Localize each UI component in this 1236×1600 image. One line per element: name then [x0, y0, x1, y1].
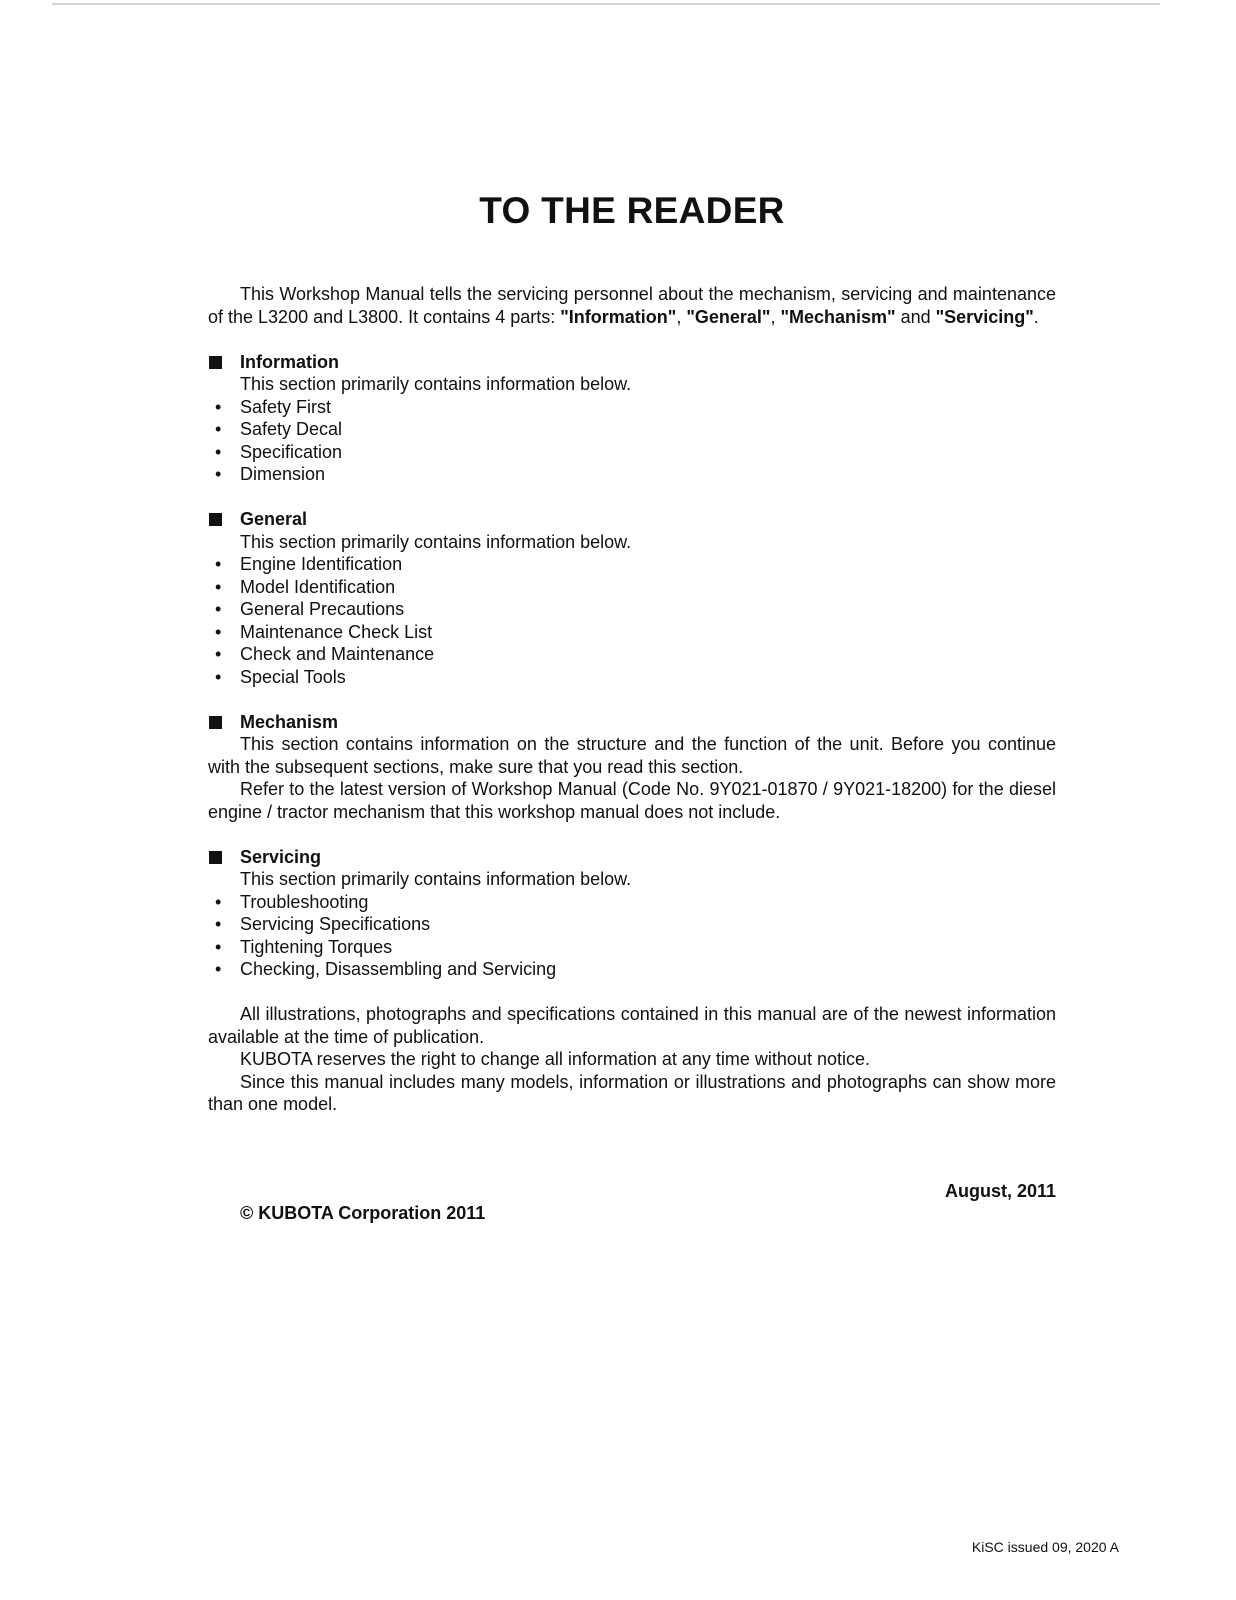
bullet-icon: •	[215, 644, 222, 664]
list-item-text: Model Identification	[240, 576, 396, 597]
list-item-text: Tightening Torques	[240, 936, 393, 957]
section-heading-text: Servicing	[240, 846, 322, 867]
bullet-icon: •	[215, 576, 222, 597]
list-item	[208, 418, 1056, 441]
section-intro: This section primarily contains information below.	[240, 869, 632, 889]
list-item-text: Special Tools	[240, 666, 346, 687]
section-intro: This section primarily contains information below.	[240, 531, 632, 552]
part-servicing: "Servicing"	[935, 306, 1034, 327]
issue-footer: KiSC issued 09, 2020 A	[971, 1539, 1119, 1555]
list-item	[208, 576, 1056, 599]
list-item	[208, 913, 1056, 936]
list-item-text: Specification	[240, 441, 343, 462]
closing-notes	[208, 1003, 1056, 1116]
section-general	[208, 508, 1056, 688]
part-mechanism: "Mechanism"	[780, 306, 896, 327]
document-body	[208, 283, 1056, 1116]
bullet-icon: •	[215, 914, 222, 934]
part-general: "General"	[686, 306, 771, 327]
bullet-icon: •	[215, 959, 222, 979]
bullet-icon: •	[215, 441, 222, 462]
intro-separator: and	[895, 306, 936, 327]
closing-paragraph: Since this manual includes many models, information or illustrations and photographs can show more than one model.	[208, 1071, 1056, 1114]
intro-text: This Workshop Manual tells the servicing personnel about the mechanism, servicing and maintenance of the L3200 and L3800. It contains 4 parts:	[208, 284, 1056, 327]
list-item-text: Servicing Specifications	[240, 914, 431, 934]
list-item-text: Check and Maintenance	[240, 644, 435, 664]
mechanism-paragraph: Refer to the latest version of Workshop Manual (Code No. 9Y021-01870 / 9Y021-18200) for the diesel engine / tractor mechanism that this workshop manual does not include.	[208, 779, 1056, 822]
bullet-icon: •	[215, 599, 222, 619]
list-item	[208, 441, 1056, 464]
intro-end: .	[1033, 306, 1039, 327]
black-square-icon	[209, 356, 222, 369]
list-item-text: Dimension	[240, 464, 326, 484]
section-servicing	[208, 846, 1056, 981]
closing-paragraph: All illustrations, photographs and specifications contained in this manual are of the newest information available at the time of publication.	[208, 1004, 1056, 1047]
bullet-icon: •	[215, 666, 222, 687]
intro-separator: ,	[770, 306, 781, 327]
bullet-icon: •	[215, 419, 222, 439]
list-item-text: Safety Decal	[240, 419, 343, 439]
intro-paragraph	[208, 283, 1056, 328]
black-square-icon	[209, 513, 222, 526]
list-item	[208, 643, 1056, 666]
bullet-icon: •	[215, 891, 222, 912]
section-heading	[208, 711, 1056, 734]
black-square-icon	[209, 851, 222, 864]
part-information: "Information"	[560, 306, 677, 327]
section-heading	[208, 508, 1056, 531]
section-heading-text: General	[240, 509, 308, 529]
list-item	[208, 621, 1056, 644]
closing-paragraph: KUBOTA reserves the right to change all information at any time without notice.	[240, 1049, 870, 1069]
list-item	[208, 666, 1056, 689]
bullet-list	[208, 891, 1056, 981]
top-rule	[52, 3, 1160, 5]
section-information	[208, 351, 1056, 486]
list-item-text: Checking, Disassembling and Servicing	[240, 959, 557, 979]
section-heading	[208, 846, 1056, 869]
list-item	[208, 936, 1056, 959]
list-item	[208, 891, 1056, 914]
list-item-text: General Precautions	[240, 599, 405, 619]
bullet-icon: •	[215, 554, 222, 574]
section-heading-text: Mechanism	[240, 711, 339, 732]
list-item-text: Engine Identification	[240, 554, 403, 574]
publication-date: August, 2011	[944, 1181, 1056, 1201]
list-item-text: Troubleshooting	[240, 891, 369, 912]
copyright-notice: © KUBOTA Corporation 2011	[240, 1203, 486, 1223]
list-item	[208, 598, 1056, 621]
list-item	[208, 958, 1056, 981]
section-heading-text: Information	[240, 351, 339, 372]
section-intro: This section primarily contains information below.	[240, 374, 632, 394]
bullet-icon: •	[215, 936, 222, 957]
section-heading	[208, 351, 1056, 374]
bullet-list	[208, 396, 1056, 486]
list-item	[208, 553, 1056, 576]
mechanism-paragraph: This section contains information on the structure and the function of the unit. Before you continue with the subsequent sections, make sure that you read this section.	[208, 734, 1056, 777]
list-item	[208, 463, 1056, 486]
bullet-list	[208, 553, 1056, 688]
bullet-icon: •	[215, 396, 222, 417]
bullet-icon: •	[215, 464, 222, 484]
page-title: TO THE READER	[479, 190, 785, 231]
section-mechanism	[208, 711, 1056, 824]
intro-separator: ,	[676, 306, 687, 327]
list-item-text: Safety First	[240, 396, 332, 417]
list-item-text: Maintenance Check List	[240, 621, 433, 642]
bullet-icon: •	[215, 621, 222, 642]
black-square-icon	[209, 716, 222, 729]
list-item	[208, 396, 1056, 419]
